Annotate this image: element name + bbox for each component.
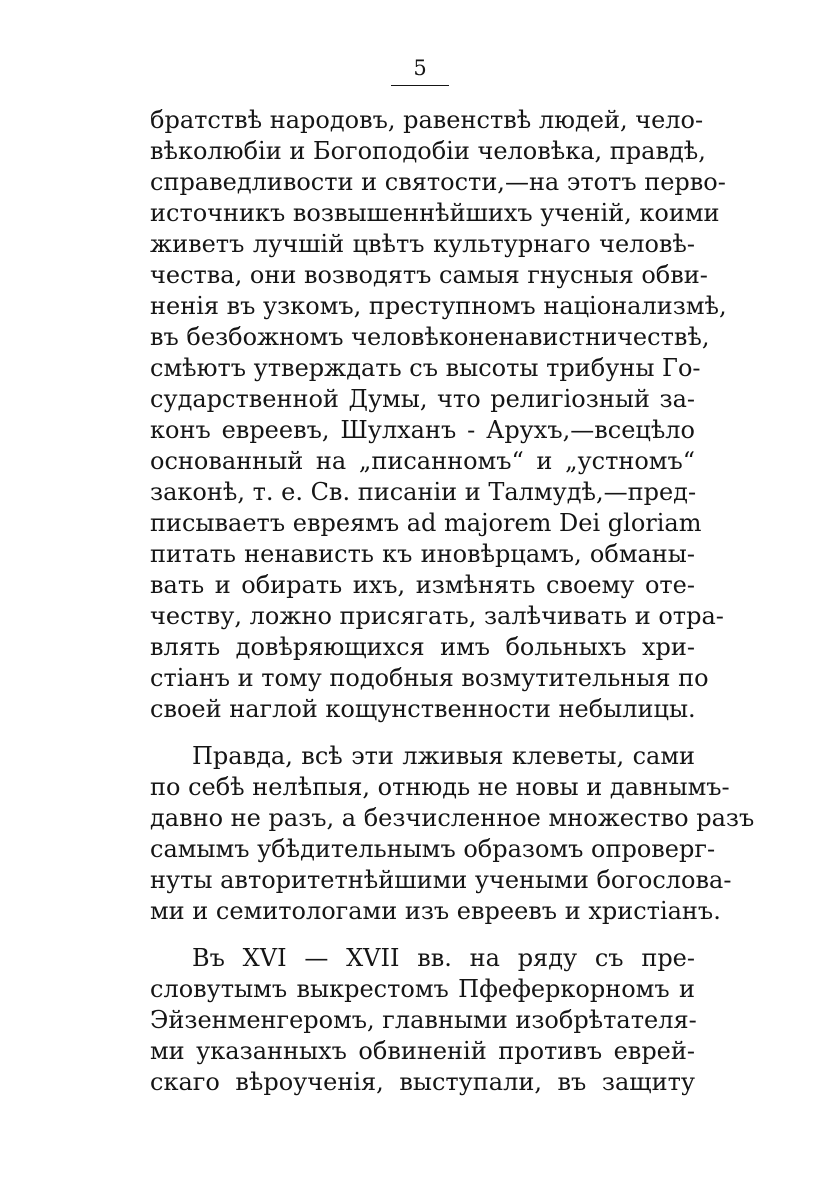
text-line: смѣютъ утверждать съ высоты трибуны Го- [150,354,701,382]
text-line: словутымъ выкрестомъ Пфеферкорномъ и [150,975,695,1003]
text-line: стіанъ и тому подобныя возмутительныя по [150,664,709,692]
text-line: чества, они возводятъ самыя гнусныя обви- [150,261,708,289]
text-line: вѣколюбіи и Богоподобіи человѣка, правдѣ, [150,137,706,165]
text-line: питать ненависть къ иновѣрцамъ, обманы- [150,540,695,568]
text-line: ненія въ узкомъ, преступномъ націонализмѣ, [150,292,727,320]
text-line: Эйзенменгеромъ, главными изобрѣтателя- [150,1006,697,1034]
text-line: Правда, всѣ эти лживыя клеветы, сами [192,742,695,770]
text-line: самымъ убѣдительнымъ образомъ опроверг- [150,835,716,863]
page-number: 5 [391,56,448,86]
text-line: источникъ возвышеннѣйшихъ ученій, коими [150,199,720,227]
text-line: законѣ, т. е. Св. писаніи и Талмудѣ,—пред- [150,478,697,506]
text-line: Въ XVI — XVII вв. на ряду съ пре- [192,944,695,972]
text-line: основанный на „писанномъ“ и „устномъ“ [150,447,695,475]
paragraph-1 [150,105,727,725]
text-line: конъ евреевъ, Шулханъ - Арухъ,—всецѣло [150,416,695,444]
paragraph-2 [150,741,755,927]
text-line: справедливости и святости,—на этотъ перво- [150,168,726,196]
text-line: по себѣ нелѣпыя, отнюдь не новы и давнымъ- [150,773,730,801]
text-line: писываетъ евреямъ ad majorem Dei gloriam [150,509,702,537]
text-line: ми и семитологами изъ евреевъ и христіанъ. [150,897,721,925]
text-line: своей наглой кощунственности небылицы. [150,695,696,723]
text-line: скаго вѣроученія, выступали, въ защиту [150,1068,695,1096]
page-header [0,56,840,86]
text-line: братствѣ народовъ, равенствѣ людей, чело- [150,106,704,134]
text-line: вать и обирать ихъ, измѣнять своему оте- [150,571,695,599]
text-line: нуты авторитетнѣйшими учеными богослова- [150,866,732,894]
text-line: ми указанныхъ обвиненій противъ еврей- [150,1037,695,1065]
text-line: сударственной Думы, что религіозный за- [150,385,695,413]
text-line: давно не разъ, а безчисленное множество разъ [150,804,755,832]
paragraph-3 [150,943,695,1098]
text-line: честву, ложно присягать, залѣчивать и отра- [150,602,724,630]
text-line: влять довѣряющихся имъ больныхъ хри- [150,633,695,661]
text-line: живетъ лучшій цвѣтъ культурнаго человѣ- [150,230,695,258]
body-text [150,105,755,1098]
text-line: въ безбожномъ человѣконенавистничествѣ, [150,323,710,351]
